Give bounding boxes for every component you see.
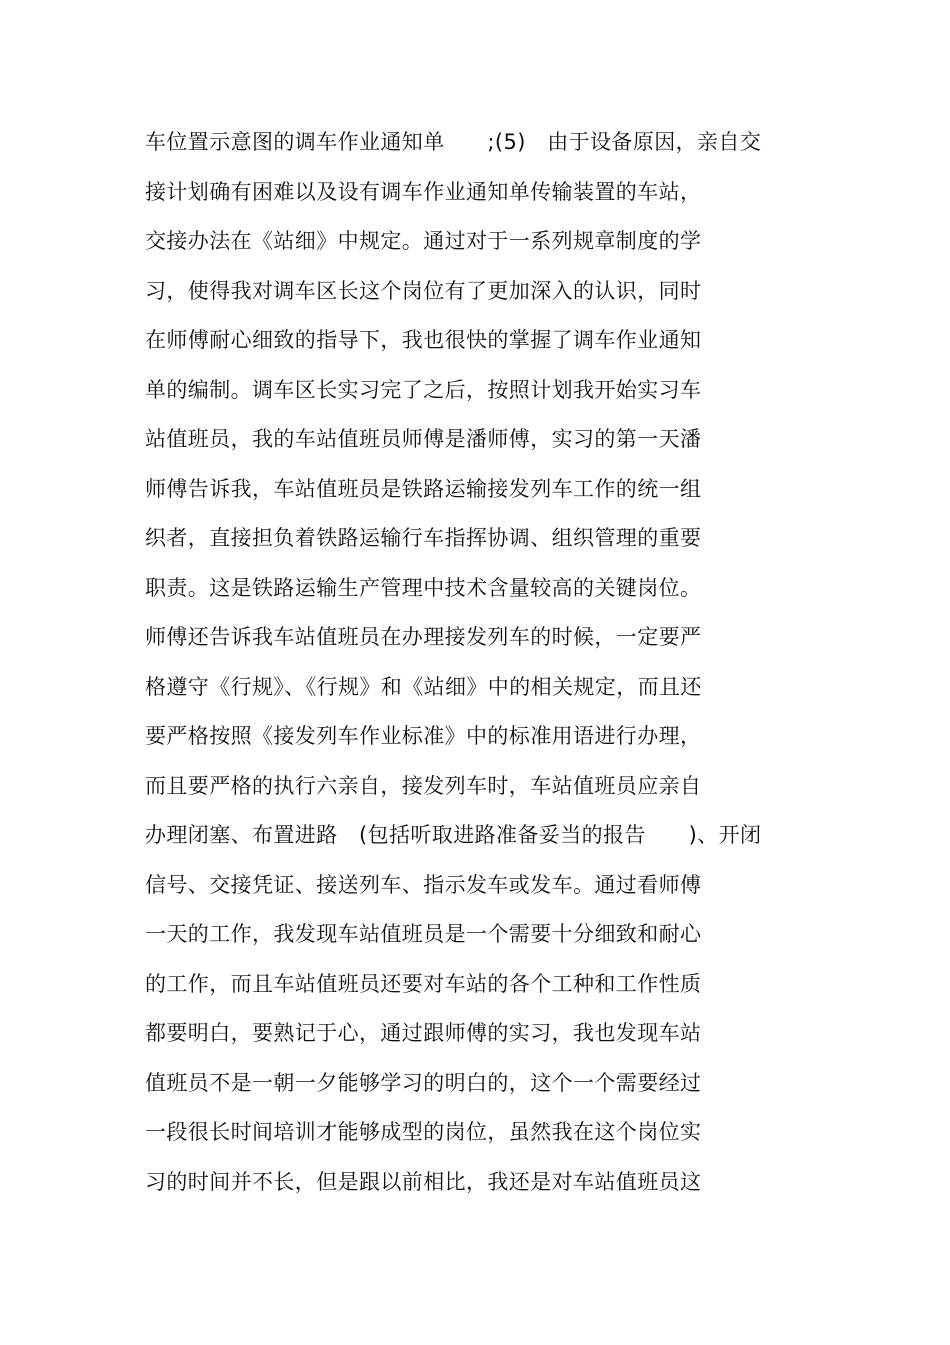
text-line: 的工作，而且车站值班员还要对车站的各个工种和工作性质	[145, 971, 702, 996]
text-line: 站值班员，我的车站值班员师傅是潘师傅，实习的第一天潘	[145, 427, 702, 451]
text-line: 职责。这是铁路运输生产管理中技术含量较高的关键岗位。	[145, 575, 702, 600]
text-line: 师傅告诉我，车站值班员是铁路运输接发列车工作的统一组	[145, 476, 702, 501]
text-line: 在师傅耐心细致的指导下，我也很快的掌握了调车作业通知	[145, 328, 702, 352]
text-line: 车位置示意图的调车作业通知单 ;(5) 由于设备原因，亲自交	[145, 130, 762, 154]
text-line: 交接办法在《站细》中规定。通过对于一系列规章制度的学	[145, 229, 702, 253]
text-line: 一段很长时间培训才能够成型的岗位，虽然我在这个岗位实	[145, 1120, 702, 1144]
text-line: 都要明白，要熟记于心，通过跟师傅的实习，我也发现车站	[145, 1021, 702, 1045]
text-line: 单的编制。调车区长实习完了之后，按照计划我开始实习车	[145, 377, 702, 402]
text-line: 一天的工作，我发现车站值班员是一个需要十分细致和耐心	[145, 922, 702, 946]
text-line: 要严格按照《接发列车作业标准》中的标准用语进行办理，	[145, 724, 702, 748]
text-line: 信号、交接凭证、接送列车、指示发车或发车。通过看师傅	[145, 872, 702, 897]
text-line: 值班员不是一朝一夕能够学习的明白的，这个一个需要经过	[145, 1070, 702, 1095]
text-line: 格遵守《行规》、《行规》和《站细》中的相关规定，而且还	[145, 674, 702, 699]
text-line: 接计划确有困难以及设有调车作业通知单传输装置的车站，	[145, 179, 702, 204]
body-text	[145, 122, 825, 1211]
text-line: 办理闭塞、布置进路 (包括听取进路准备妥当的报告 )、开闭	[145, 823, 762, 847]
text-line: 织者，直接担负着铁路运输行车指挥协调、组织管理的重要	[145, 526, 702, 550]
text-line: 习的时间并不长，但是跟以前相比，我还是对车站值班员这	[145, 1169, 702, 1194]
text-line: 师傅还告诉我车站值班员在办理接发列车的时候，一定要严	[145, 625, 702, 649]
text-line: 习，使得我对调车区长这个岗位有了更加深入的认识，同时	[145, 278, 702, 303]
text-line: 而且要严格的执行六亲自，接发列车时，车站值班员应亲自	[145, 773, 702, 798]
